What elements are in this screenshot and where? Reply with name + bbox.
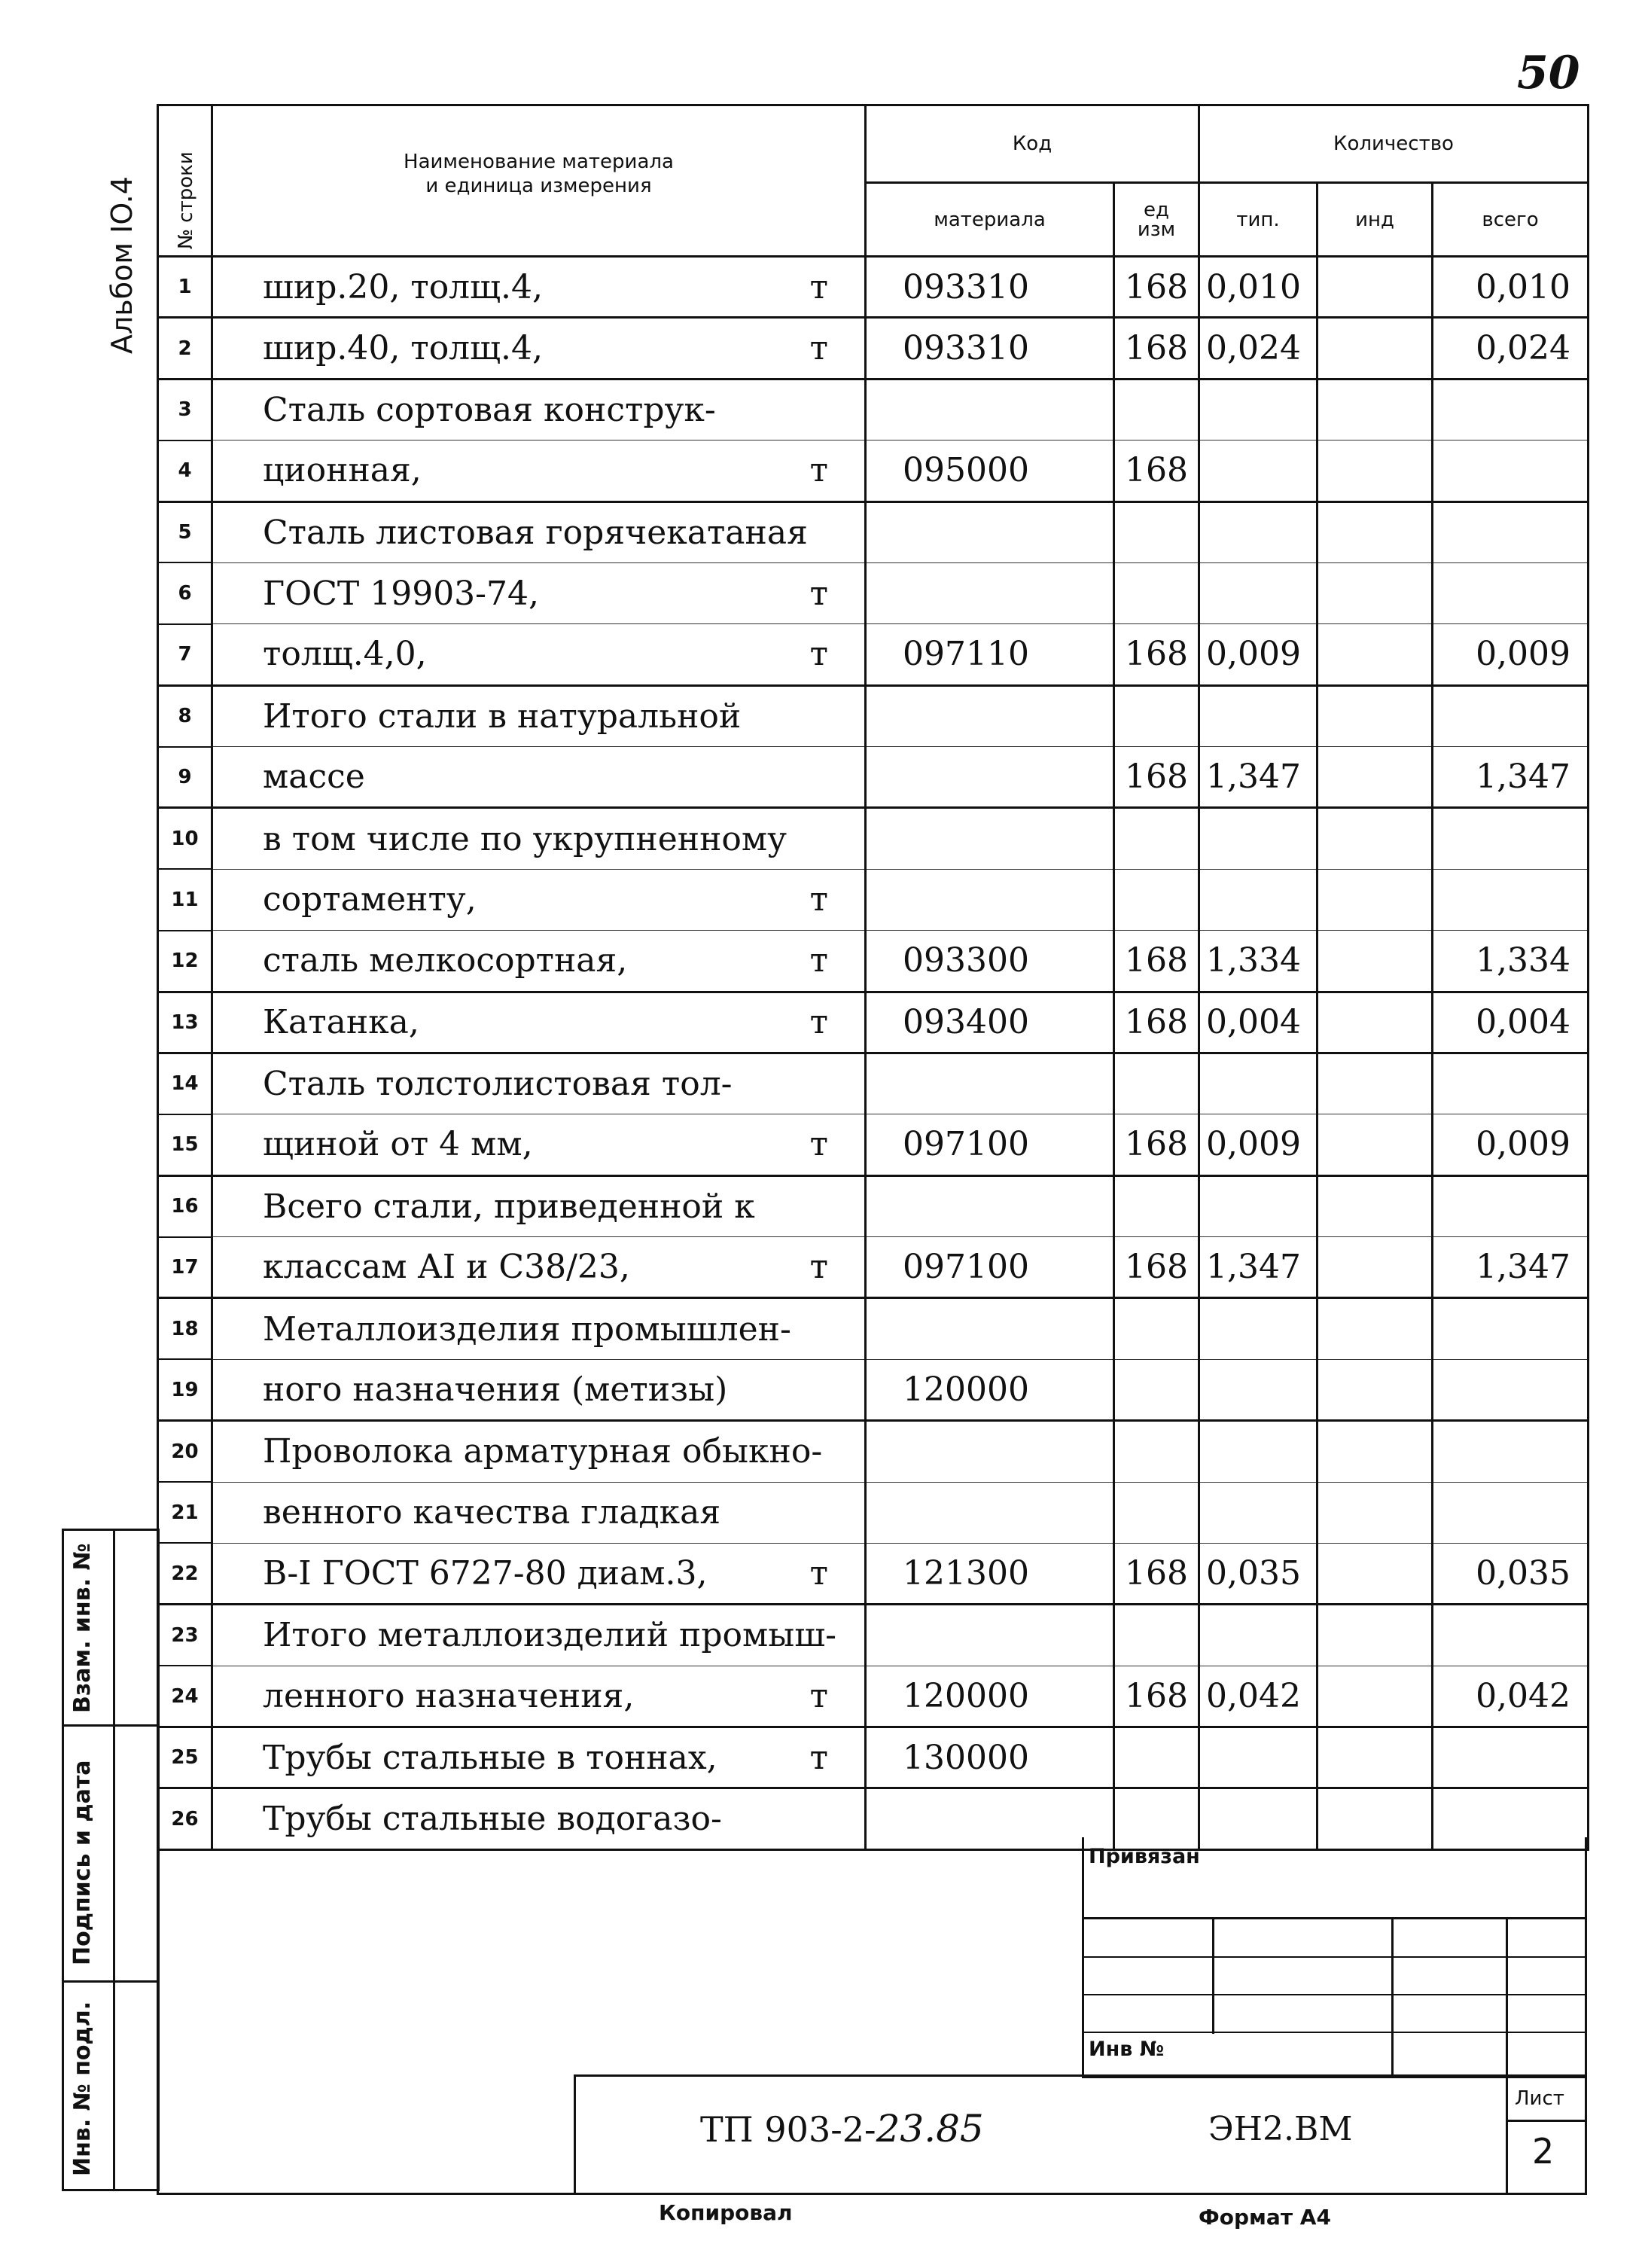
material-code (866, 1482, 1114, 1543)
unit-code: 168 (1114, 1666, 1199, 1727)
material-unit: т (809, 451, 828, 490)
unit-code: 168 (1114, 1237, 1199, 1298)
table-row (158, 992, 1589, 1053)
row-number: 7 (158, 624, 212, 685)
material-name-cell (212, 1727, 866, 1788)
qty-ind (1318, 685, 1433, 746)
unit-code: 168 (1114, 440, 1199, 501)
material-name: ционная, (263, 451, 422, 490)
row-number: 4 (158, 440, 212, 501)
material-name-cell (212, 1788, 866, 1850)
unit-code (1114, 869, 1199, 930)
qty-total (1433, 1727, 1589, 1788)
material-code (866, 808, 1114, 869)
qty-ind (1318, 1666, 1433, 1727)
table-row (158, 1359, 1589, 1420)
unit-code (1114, 1053, 1199, 1114)
material-name-cell (212, 1053, 866, 1114)
qty-ind (1318, 1114, 1433, 1175)
row-number: 12 (158, 931, 212, 992)
qty-typ: 0,010 (1199, 257, 1318, 318)
unit-code (1114, 1359, 1199, 1420)
qty-total (1433, 1605, 1589, 1666)
material-code (866, 1788, 1114, 1850)
material-unit: т (809, 1248, 828, 1287)
table-row (158, 318, 1589, 379)
qty-typ (1199, 440, 1318, 501)
qty-typ (1199, 1727, 1318, 1788)
sheet-code: ЭН2.ВМ (1208, 2110, 1353, 2148)
qty-typ: 0,009 (1199, 624, 1318, 685)
table-row (158, 1053, 1589, 1114)
album-label: Альбом IO.4 (105, 176, 139, 354)
qty-typ (1199, 1053, 1318, 1114)
material-code (866, 1053, 1114, 1114)
qty-ind (1318, 257, 1433, 318)
material-unit: т (809, 1003, 828, 1042)
unit-code: 168 (1114, 1543, 1199, 1604)
table-row (158, 931, 1589, 992)
material-unit: т (809, 574, 828, 613)
material-code: 093310 (866, 257, 1114, 318)
unit-code (1114, 1175, 1199, 1236)
page-number: 50 (1517, 47, 1580, 99)
qty-typ (1199, 562, 1318, 623)
qty-total (1433, 562, 1589, 623)
unit-code: 168 (1114, 624, 1199, 685)
qty-total (1433, 1421, 1589, 1482)
material-code (866, 1605, 1114, 1666)
material-name-cell (212, 318, 866, 379)
material-name-cell (212, 1114, 866, 1175)
row-number: 6 (158, 562, 212, 623)
material-code: 093310 (866, 318, 1114, 379)
qty-ind (1318, 501, 1433, 562)
qty-ind (1318, 1727, 1433, 1788)
qty-ind (1318, 1543, 1433, 1604)
material-name: сортаменту, (263, 880, 477, 919)
unit-code (1114, 685, 1199, 746)
material-name: ГОСТ 19903-74, (263, 574, 540, 613)
qty-total: 0,009 (1433, 624, 1589, 685)
qty-typ (1199, 501, 1318, 562)
qty-ind (1318, 747, 1433, 808)
material-code (866, 1175, 1114, 1236)
material-unit: т (809, 1125, 828, 1164)
qty-ind (1318, 379, 1433, 440)
material-name-cell (212, 1175, 866, 1236)
col-code-unit: ед изм (1114, 183, 1199, 257)
material-name: Металлоизделия промышлен- (263, 1309, 791, 1349)
material-code (866, 869, 1114, 930)
qty-total (1433, 1175, 1589, 1236)
qty-ind (1318, 931, 1433, 992)
doc-code (700, 2107, 984, 2151)
table-row (158, 808, 1589, 869)
qty-typ: 1,347 (1199, 1237, 1318, 1298)
unit-code (1114, 562, 1199, 623)
material-code: 095000 (866, 440, 1114, 501)
material-name-cell (212, 1605, 866, 1666)
unit-code: 168 (1114, 318, 1199, 379)
material-code: 120000 (866, 1359, 1114, 1420)
qty-typ (1199, 1175, 1318, 1236)
table-row (158, 1727, 1589, 1788)
qty-total (1433, 1482, 1589, 1543)
unit-code (1114, 379, 1199, 440)
row-number: 14 (158, 1053, 212, 1114)
material-name-cell (212, 1543, 866, 1604)
material-name: ного назначения (метизы) (263, 1370, 728, 1409)
material-name-cell (212, 1359, 866, 1420)
material-name: Итого стали в натуральной (263, 697, 742, 736)
col-code-material: материала (866, 183, 1114, 257)
material-name-cell (212, 808, 866, 869)
material-unit: т (809, 1554, 828, 1593)
qty-ind (1318, 808, 1433, 869)
qty-ind (1318, 318, 1433, 379)
qty-typ: 0,009 (1199, 1114, 1318, 1175)
material-name: Сталь толстолистовая тол- (263, 1065, 733, 1104)
material-code: 097110 (866, 624, 1114, 685)
qty-ind (1318, 1237, 1433, 1298)
podpis-label: Подпись и дата (69, 1760, 96, 1965)
material-name-cell (212, 379, 866, 440)
unit-code: 168 (1114, 992, 1199, 1053)
qty-total (1433, 379, 1589, 440)
qty-typ (1199, 379, 1318, 440)
material-code (866, 747, 1114, 808)
qty-ind (1318, 624, 1433, 685)
list-label: Лист (1515, 2087, 1564, 2110)
table-row (158, 1543, 1589, 1604)
unit-code (1114, 1727, 1199, 1788)
qty-ind (1318, 1175, 1433, 1236)
row-number: 15 (158, 1114, 212, 1175)
qty-ind (1318, 869, 1433, 930)
material-name: шир.20, толщ.4, (263, 267, 544, 306)
material-name: Сталь листовая горячекатаная (263, 513, 808, 552)
qty-total: 0,009 (1433, 1114, 1589, 1175)
qty-typ: 0,004 (1199, 992, 1318, 1053)
unit-code (1114, 1298, 1199, 1359)
vzam-inv-label: Взам. инв. № (69, 1543, 96, 1713)
qty-typ: 0,042 (1199, 1666, 1318, 1727)
row-number: 18 (158, 1298, 212, 1359)
material-name-cell (212, 685, 866, 746)
table-row (158, 501, 1589, 562)
qty-typ (1199, 1421, 1318, 1482)
qty-typ (1199, 1359, 1318, 1420)
qty-ind (1318, 1482, 1433, 1543)
row-number: 25 (158, 1727, 212, 1788)
table-row (158, 257, 1589, 318)
material-name: Трубы стальные водогазо- (263, 1800, 722, 1839)
material-unit: т (809, 1738, 828, 1777)
table-row (158, 685, 1589, 746)
qty-ind (1318, 440, 1433, 501)
qty-typ: 0,024 (1199, 318, 1318, 379)
qty-total (1433, 808, 1589, 869)
col-code: Код (866, 105, 1199, 183)
table-row (158, 1421, 1589, 1482)
qty-total: 0,004 (1433, 992, 1589, 1053)
qty-ind (1318, 1605, 1433, 1666)
qty-total (1433, 440, 1589, 501)
row-number: 8 (158, 685, 212, 746)
qty-total: 0,024 (1433, 318, 1589, 379)
unit-code: 168 (1114, 747, 1199, 808)
unit-code (1114, 501, 1199, 562)
col-quantity: Количество (1199, 105, 1589, 183)
table-row (158, 562, 1589, 623)
material-name: Проволока арматурная обыкно- (263, 1432, 823, 1471)
material-name: В-I ГОСТ 6727-80 диам.3, (263, 1554, 708, 1593)
table-row (158, 1666, 1589, 1727)
inv-no-label: Инв № (1089, 2038, 1165, 2061)
material-name-cell (212, 501, 866, 562)
row-number: 3 (158, 379, 212, 440)
material-name: венного качества гладкая (263, 1493, 721, 1532)
material-name-cell (212, 992, 866, 1053)
qty-typ (1199, 1298, 1318, 1359)
material-code (866, 501, 1114, 562)
material-name-cell (212, 1298, 866, 1359)
material-name: Катанка, (263, 1003, 419, 1042)
qty-typ (1199, 685, 1318, 746)
material-name-cell (212, 931, 866, 992)
material-code: 093300 (866, 931, 1114, 992)
table-row (158, 1605, 1589, 1666)
row-number: 10 (158, 808, 212, 869)
table-row (158, 747, 1589, 808)
material-name-cell (212, 1237, 866, 1298)
material-code (866, 685, 1114, 746)
material-name-cell (212, 1421, 866, 1482)
material-name-cell (212, 257, 866, 318)
table-row (158, 869, 1589, 930)
table-row (158, 1482, 1589, 1543)
unit-code: 168 (1114, 1114, 1199, 1175)
materials-table (157, 104, 1589, 1851)
material-code (866, 379, 1114, 440)
doc-code-handwritten: 23.85 (876, 2107, 984, 2151)
unit-code: 168 (1114, 257, 1199, 318)
table-row (158, 624, 1589, 685)
material-name-cell (212, 1666, 866, 1727)
material-name: ленного назначения, (263, 1676, 635, 1715)
material-name: классам АI и С38/23, (263, 1248, 630, 1287)
kopiroval-label: Копировал (659, 2200, 793, 2225)
inv-podl-label: Инв. № подл. (69, 2001, 96, 2176)
row-number: 22 (158, 1543, 212, 1604)
qty-total: 1,334 (1433, 931, 1589, 992)
qty-total (1433, 1298, 1589, 1359)
col-qty-total: всего (1433, 183, 1589, 257)
material-unit: т (809, 329, 828, 368)
qty-total: 1,347 (1433, 1237, 1589, 1298)
qty-typ: 1,347 (1199, 747, 1318, 808)
col-qty-typ: тип. (1199, 183, 1318, 257)
row-number: 26 (158, 1788, 212, 1850)
bottom-frame-left (157, 1849, 159, 2195)
material-unit: т (809, 880, 828, 919)
material-code: 121300 (866, 1543, 1114, 1604)
qty-total (1433, 1053, 1589, 1114)
list-number: 2 (1532, 2131, 1555, 2172)
row-number: 16 (158, 1175, 212, 1236)
material-code (866, 562, 1114, 623)
material-name: сталь мелкосортная, (263, 941, 628, 980)
qty-ind (1318, 1298, 1433, 1359)
material-name: Трубы стальные в тоннах, (263, 1738, 717, 1777)
qty-ind (1318, 1359, 1433, 1420)
doc-code-prefix: ТП 903-2- (700, 2109, 876, 2150)
row-number: 5 (158, 501, 212, 562)
row-number: 11 (158, 869, 212, 930)
row-number: 21 (158, 1482, 212, 1543)
material-name: толщ.4,0, (263, 635, 427, 674)
material-unit: т (809, 267, 828, 306)
table-row (158, 1175, 1589, 1236)
material-code: 093400 (866, 992, 1114, 1053)
format-label: Формат А4 (1199, 2205, 1331, 2230)
qty-ind (1318, 992, 1433, 1053)
qty-total: 0,010 (1433, 257, 1589, 318)
qty-typ (1199, 808, 1318, 869)
material-code: 097100 (866, 1237, 1114, 1298)
qty-total: 1,347 (1433, 747, 1589, 808)
qty-typ (1199, 869, 1318, 930)
row-number: 24 (158, 1666, 212, 1727)
qty-total (1433, 501, 1589, 562)
material-unit: т (809, 1676, 828, 1715)
qty-ind (1318, 562, 1433, 623)
qty-typ: 1,334 (1199, 931, 1318, 992)
material-name: шир.40, толщ.4, (263, 329, 544, 368)
material-name: Итого металлоизделий промыш- (263, 1616, 837, 1655)
material-name-cell (212, 440, 866, 501)
row-number: 17 (158, 1237, 212, 1298)
table-row (158, 1237, 1589, 1298)
material-name-cell (212, 562, 866, 623)
row-number: 1 (158, 257, 212, 318)
qty-total (1433, 685, 1589, 746)
material-name: Сталь сортовая конструк- (263, 390, 716, 429)
row-number: 19 (158, 1359, 212, 1420)
material-unit: т (809, 941, 828, 980)
qty-total (1433, 1359, 1589, 1420)
row-number: 13 (158, 992, 212, 1053)
qty-typ: 0,035 (1199, 1543, 1318, 1604)
qty-typ (1199, 1482, 1318, 1543)
privyazan-label: Привязан (1089, 1845, 1200, 1868)
row-number: 23 (158, 1605, 212, 1666)
col-row-no: № строки (158, 105, 212, 257)
material-code (866, 1421, 1114, 1482)
material-name-cell (212, 747, 866, 808)
qty-total: 0,035 (1433, 1543, 1589, 1604)
table-row (158, 1298, 1589, 1359)
material-code: 130000 (866, 1727, 1114, 1788)
col-qty-ind: инд (1318, 183, 1433, 257)
material-name: Всего стали, приведенной к (263, 1187, 755, 1226)
qty-total: 0,042 (1433, 1666, 1589, 1727)
material-name-cell (212, 1482, 866, 1543)
qty-ind (1318, 1421, 1433, 1482)
material-code: 097100 (866, 1114, 1114, 1175)
qty-ind (1318, 1053, 1433, 1114)
material-name: щиной от 4 мм, (263, 1125, 533, 1164)
qty-typ (1199, 1605, 1318, 1666)
unit-code (1114, 808, 1199, 869)
table-row (158, 1114, 1589, 1175)
table-row (158, 379, 1589, 440)
unit-code (1114, 1482, 1199, 1543)
material-name: в том числе по укрупненному (263, 819, 787, 858)
material-name: массе (263, 758, 365, 797)
material-name-cell (212, 624, 866, 685)
unit-code: 168 (1114, 931, 1199, 992)
material-code: 120000 (866, 1666, 1114, 1727)
row-number: 20 (158, 1421, 212, 1482)
col-name: Наименование материала и единица измерения (212, 105, 866, 257)
material-name-cell (212, 869, 866, 930)
table-row (158, 440, 1589, 501)
qty-total (1433, 869, 1589, 930)
row-number: 2 (158, 318, 212, 379)
unit-code (1114, 1421, 1199, 1482)
row-number: 9 (158, 747, 212, 808)
material-unit: т (809, 635, 828, 674)
unit-code (1114, 1605, 1199, 1666)
material-code (866, 1298, 1114, 1359)
